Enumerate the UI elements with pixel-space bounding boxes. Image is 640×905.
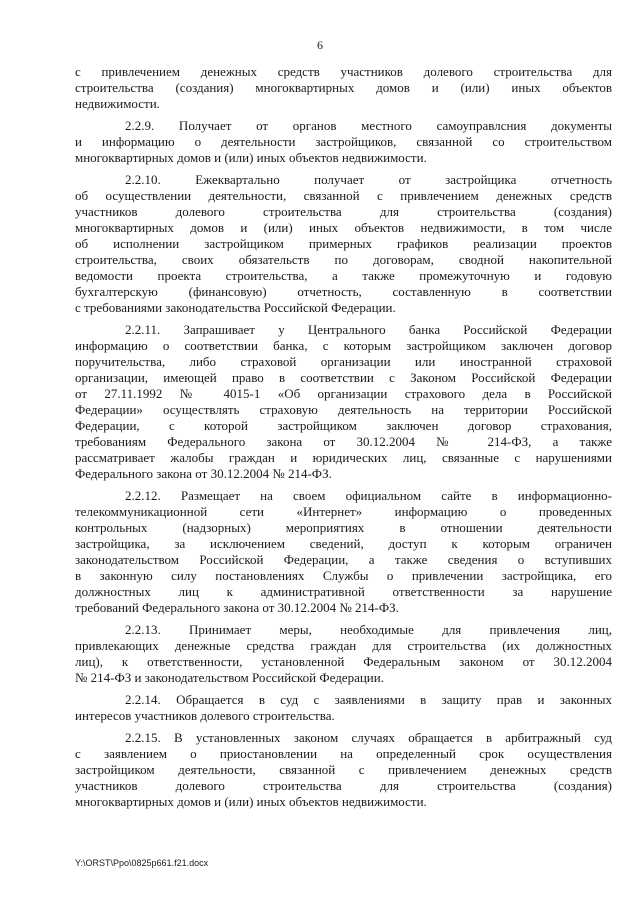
text-line: с заявлением о приостановлении на определенный срок осуществления [75,746,612,761]
text-line: 2.2.11. Запрашивает у Центрального банка Российской Федерации [125,322,612,337]
text-line: организации, имеющей право в соответствии с Законом Российской Федерации [75,370,612,385]
text-line: многоквартирных домов и (или) иных объектов недвижимости. [75,150,427,165]
text-line: участников долевого строительства для строительства (создания) [75,204,612,219]
text-line: 2.2.13. Принимает меры, необходимые для привлечения лиц, [125,622,612,637]
text-line: об исполнении застройщиком примерных графиков реализации проектов [75,236,612,251]
text-line: бухгалтерскую (финансовую) отчетность, составленную в соответствии [75,284,612,299]
text-line: Федерации, с которой застройщиком заключен договор страхования, [75,418,612,433]
page-number: 6 [317,38,323,52]
text-line: застройщика, за исключением сведений, доступ к которым ограничен [75,536,612,551]
text-line: 2.2.9. Получает от органов местного самоуправлсния документы [125,118,612,133]
text-line: должностных лиц к административной ответственности за нарушение [75,584,612,599]
text-line: контрольных (надзорных) мероприятиях в отношении деятельности [75,520,612,535]
text-line: 2.2.12. Размещает на своем официальном сайте в информационно- [125,488,612,503]
text-line: поручительства, либо страховой организации или иностранной страховой [75,354,612,369]
text-line: с требованиями законодательства Российской Федерации. [75,300,396,315]
text-line: многоквартирных домов и (или) иных объектов недвижимости. [75,794,427,809]
text-line: № 214-ФЗ и законодательством Российской Федерации. [75,670,384,685]
text-line: строительства (создания) многоквартирных домов и (или) иных объектов [75,80,612,95]
text-line: строительства, своих обязательств по договорам, сводной накопительной [75,252,612,267]
text-line: от 27.11.1992 № 4015-1 «Об организации страхового дела в Российской [75,386,612,401]
text-line: 2.2.14. Обращается в суд с заявлениями в защиту прав и законных [125,692,612,707]
text-line: рассматривает жалобы граждан и юридических лиц, связанные с нарушениями [75,450,612,465]
text-line: требованиям Федерального закона от 30.12.2004 № 214-ФЗ, а также [75,434,612,449]
text-line: многоквартирных домов и (или) иных объектов недвижимости, в том числе [75,220,612,235]
text-line: об осуществлении деятельности, связанной с привлечением денежных средств [75,188,612,203]
text-line: требований Федерального закона от 30.12.2004 № 214-ФЗ. [75,600,399,615]
footer-file-path: Y:\ORST\Ppo\0825p661.f21.docx [75,858,209,868]
text-line: законодательством Российской Федерации, а также сведения о вступивших [75,552,612,567]
text-line: интересов участников долевого строительства. [75,708,335,723]
text-line: участников долевого строительства для строительства (создания) [75,778,612,793]
text-line: 2.2.15. В установленных законом случаях обращается в арбитражный суд [125,730,612,745]
text-line: 2.2.10. Ежеквартально получает от застройщика отчетность [125,172,612,187]
text-line: Федерального закона от 30.12.2004 № 214-ФЗ. [75,466,332,481]
text-line: в законную силу постановлениях Службы о привлечении застройщика, его [75,568,612,583]
text-line: лиц), к ответственности, установленной Федеральным законом от 30.12.2004 [75,654,612,669]
text-line: информацию о соответствии банка, с которым застройщиком заключен договор [75,338,612,353]
text-line: привлекающих денежные средства граждан для строительства (их должностных [75,638,612,653]
text-line: с привлечением денежных средств участников долевого строительства для [75,64,612,79]
text-line: и информацию о деятельности застройщиков, связанной со строительством [75,134,612,149]
text-line: застройщиком деятельности, связанной с привлечением денежных средств [75,762,612,777]
text-line: телекоммуникационной сети «Интернет» информацию о проведенных [75,504,612,519]
text-line: Федерации» осуществлять страховую деятельность на территории Российской [75,402,612,417]
text-line: недвижимости. [75,96,160,111]
text-line: ведомости проекта строительства, а также промежуточную и годовую [75,268,612,283]
